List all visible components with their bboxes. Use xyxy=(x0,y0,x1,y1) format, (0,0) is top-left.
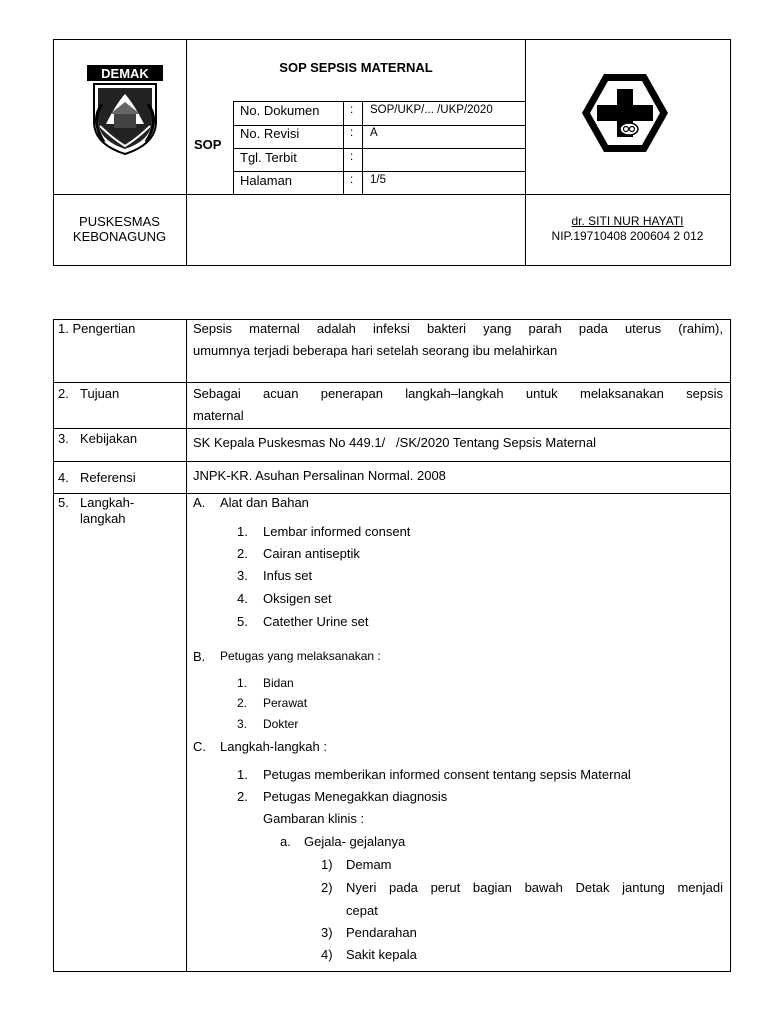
list-item-num: 5. xyxy=(237,614,248,629)
kebijakan-label: Kebijakan xyxy=(80,431,138,446)
tujuan-line2: maternal xyxy=(193,408,244,423)
row-sep-halaman: : xyxy=(350,174,354,186)
list-item-continuation: cepat xyxy=(346,903,378,918)
sop-label: SOP xyxy=(194,137,222,152)
logo-text: DEMAK xyxy=(101,66,149,81)
langkah-label-line1: Langkah- xyxy=(80,495,135,510)
list-item: Nyeri pada perut bagian bawah Detak jantung menjadi xyxy=(346,880,723,895)
row-label-dokumen: No. Dokumen xyxy=(240,103,320,118)
row-value-dokumen: SOP/UKP/... /UKP/2020 xyxy=(370,104,493,116)
list-item: Infus set xyxy=(263,568,313,583)
gambaran-klinis: Gambaran klinis : xyxy=(263,811,365,826)
org-name-line1: PUSKESMAS xyxy=(79,214,160,229)
demak-logo xyxy=(86,64,164,156)
signer-nip: NIP.19710408 200604 2 012 xyxy=(551,229,704,243)
section-b-letter: B. xyxy=(193,649,206,664)
kebijakan-text: SK Kepala Puskesmas No 449.1/ /SK/2020 Tentang Sepsis Maternal xyxy=(193,435,596,450)
referensi-num: 4. xyxy=(58,470,69,485)
row-label-revisi: No. Revisi xyxy=(240,126,300,141)
list-item-num: 1. xyxy=(237,524,248,539)
puskesmas-logo xyxy=(580,72,670,154)
list-item: Sakit kepala xyxy=(346,947,417,962)
signer-name: dr. SITI NUR HAYATI xyxy=(571,214,684,228)
page-title: SOP SEPSIS MATERNAL xyxy=(279,60,433,75)
tujuan-label: Tujuan xyxy=(80,386,120,401)
langkah-num: 5. xyxy=(58,495,69,510)
referensi-text: JNPK-KR. Asuhan Persalinan Normal. 2008 xyxy=(193,468,446,483)
langkah-label-line2: langkah xyxy=(80,511,126,526)
list-item-num: 1) xyxy=(321,857,333,872)
list-item: Oksigen set xyxy=(263,591,332,606)
pengertian-line1: Sepsis maternal adalah infeksi bakteri yang parah pada uterus (rahim), xyxy=(193,321,723,336)
tujuan-line1: Sebagai acuan penerapan langkah–langkah untuk melaksanakan sepsis xyxy=(193,386,723,401)
row-label-halaman: Halaman xyxy=(240,173,293,188)
row-sep-dokumen: : xyxy=(350,104,354,116)
row-sep-revisi: : xyxy=(350,127,354,139)
list-item: Cairan antiseptik xyxy=(263,546,360,561)
list-item-num: 3. xyxy=(237,568,248,583)
list-item-num: 3. xyxy=(237,717,248,731)
section-a-title: Alat dan Bahan xyxy=(220,495,309,510)
row-value-revisi: A xyxy=(370,127,378,139)
section-c-title: Langkah-langkah : xyxy=(220,739,327,754)
referensi-label: Referensi xyxy=(80,470,136,485)
list-item-num: 1. xyxy=(237,676,248,690)
org-name-line2: KEBONAGUNG xyxy=(72,229,167,244)
sub-a-letter: a. xyxy=(280,834,291,849)
list-item-num: 4. xyxy=(237,591,248,606)
list-item: Demam xyxy=(346,857,392,872)
list-item-num: 1. xyxy=(237,767,248,782)
list-item-num: 3) xyxy=(321,925,333,940)
section-c-letter: C. xyxy=(193,739,206,754)
list-item-num: 2. xyxy=(237,789,248,804)
tujuan-num: 2. xyxy=(58,386,69,401)
kebijakan-num: 3. xyxy=(58,431,69,446)
list-item: Pendarahan xyxy=(346,925,417,940)
list-item-num: 4) xyxy=(321,947,333,962)
list-item-num: 2. xyxy=(237,546,248,561)
list-item: Lembar informed consent xyxy=(263,524,411,539)
list-item: Perawat xyxy=(263,696,308,710)
list-item: Bidan xyxy=(263,676,294,690)
row-label-terbit: Tgl. Terbit xyxy=(240,150,297,165)
section-a-letter: A. xyxy=(193,495,206,510)
sub-a-text: Gejala- gejalanya xyxy=(304,834,406,849)
row-sep-terbit: : xyxy=(350,151,354,163)
list-item-num: 2. xyxy=(237,696,248,710)
list-item: Catether Urine set xyxy=(263,614,369,629)
list-item-num: 2) xyxy=(321,880,333,895)
list-item: Dokter xyxy=(263,717,299,731)
section-b-title: Petugas yang melaksanakan : xyxy=(220,649,381,663)
pengertian-label: 1. Pengertian xyxy=(58,321,136,336)
row-value-halaman: 1/5 xyxy=(370,174,386,186)
list-item: Petugas memberikan informed consent tentang sepsis Maternal xyxy=(263,767,631,782)
list-item: Petugas Menegakkan diagnosis xyxy=(263,789,448,804)
pengertian-line2: umumnya terjadi beberapa hari setelah seorang ibu melahirkan xyxy=(193,343,558,358)
